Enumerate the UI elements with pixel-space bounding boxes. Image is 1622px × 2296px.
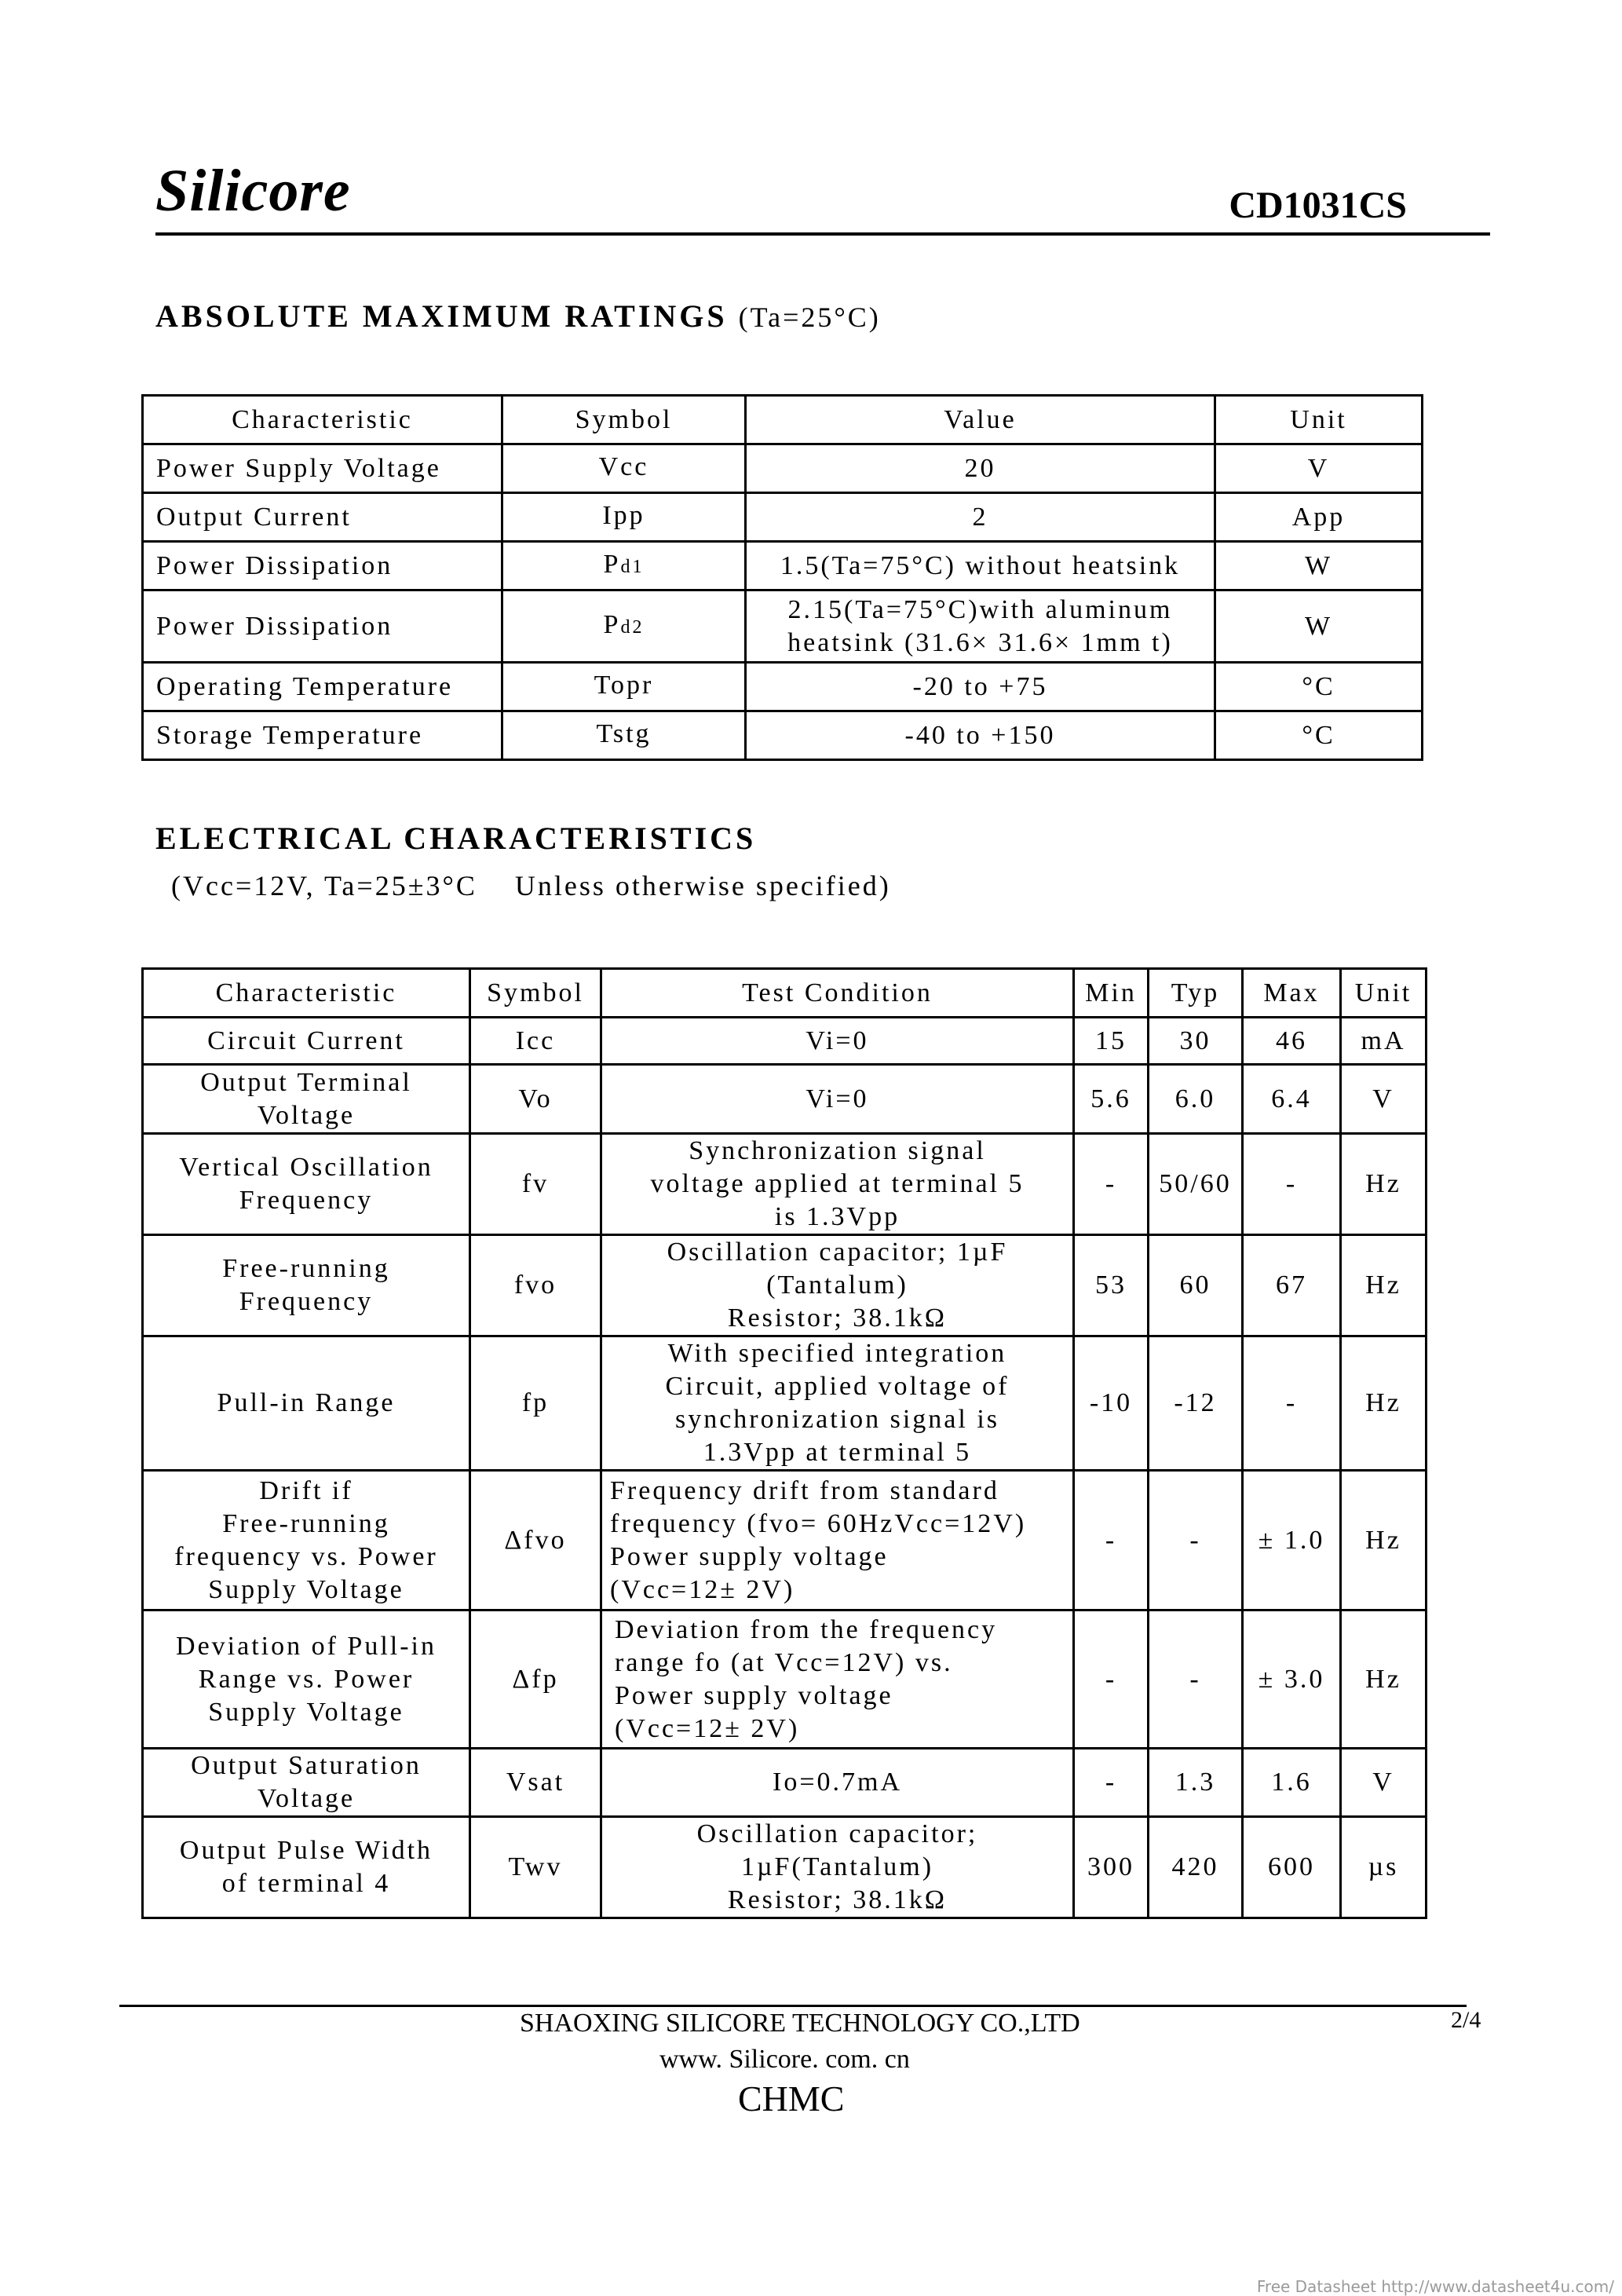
table-row bbox=[143, 711, 1423, 760]
header-cell: Unit bbox=[1341, 969, 1427, 1018]
characteristic-cell: Output Current bbox=[143, 493, 502, 542]
symbol-cell bbox=[502, 444, 746, 493]
unit-cell: V bbox=[1341, 1749, 1427, 1817]
characteristic-cell: Power Dissipation bbox=[143, 590, 502, 663]
table-row bbox=[143, 1610, 1427, 1749]
max-cell: ± 1.0 bbox=[1243, 1471, 1341, 1610]
symbol-text: P bbox=[603, 610, 621, 639]
typ-cell: - bbox=[1149, 1471, 1243, 1610]
header-cell: Max bbox=[1243, 969, 1341, 1018]
value-cell: 20 bbox=[746, 444, 1215, 493]
symbol-cell: fp bbox=[470, 1336, 601, 1471]
max-cell: 600 bbox=[1243, 1817, 1341, 1918]
page-number: 2/4 bbox=[1451, 2007, 1481, 2033]
symbol-cell: fv bbox=[470, 1134, 601, 1235]
typ-cell: 1.3 bbox=[1149, 1749, 1243, 1817]
header-cell: Characteristic bbox=[143, 396, 502, 444]
condition-cell: Io=0.7mA bbox=[601, 1749, 1074, 1817]
footer-mark: CHMC bbox=[738, 2078, 845, 2119]
value-cell: -40 to +150 bbox=[746, 711, 1215, 760]
symbol-cell: Twv bbox=[470, 1817, 601, 1918]
abs-max-condition: (Ta=25°C) bbox=[738, 302, 881, 333]
condition-cell: Oscillation capacitor; 1µF (Tantalum) Resistor; 38.1kΩ bbox=[601, 1235, 1074, 1336]
condition-cell: Deviation from the frequency range fo (at Vcc=12V) vs. Power supply voltage (Vcc=12± 2V) bbox=[601, 1610, 1074, 1749]
symbol-text: Ipp bbox=[602, 501, 645, 530]
unit-cell: °C bbox=[1215, 663, 1423, 711]
characteristic-cell: Power Dissipation bbox=[143, 542, 502, 590]
value-cell: 2 bbox=[746, 493, 1215, 542]
table-row bbox=[143, 590, 1423, 663]
elec-title: ELECTRICAL CHARACTERISTICS bbox=[155, 821, 757, 856]
condition-cell: Frequency drift from standard frequency (fvo= 60HzVcc=12V) Power supply voltage (Vcc=12± 2V) bbox=[601, 1471, 1074, 1610]
unit-cell: Hz bbox=[1341, 1471, 1427, 1610]
unit-cell: mA bbox=[1341, 1018, 1427, 1065]
symbol-subscript: d1 bbox=[620, 557, 645, 577]
header-cell: Symbol bbox=[502, 396, 746, 444]
value-cell: 2.15(Ta=75°C)with aluminum heatsink (31.6× 31.6× 1mm t) bbox=[746, 590, 1215, 663]
unit-cell: Hz bbox=[1341, 1134, 1427, 1235]
max-cell: 6.4 bbox=[1243, 1065, 1341, 1134]
table-row bbox=[143, 493, 1423, 542]
typ-cell: 50/60 bbox=[1149, 1134, 1243, 1235]
header-rule bbox=[155, 232, 1490, 236]
characteristic-cell: Drift if Free-running frequency vs. Power Supply Voltage bbox=[143, 1471, 470, 1610]
max-cell: - bbox=[1243, 1336, 1341, 1471]
part-number: CD1031CS bbox=[1229, 185, 1407, 226]
table-row bbox=[143, 1471, 1427, 1610]
characteristic-cell: Output Terminal Voltage bbox=[143, 1065, 470, 1134]
symbol-cell: fvo bbox=[470, 1235, 601, 1336]
unit-cell: V bbox=[1341, 1065, 1427, 1134]
characteristic-cell: Pull-in Range bbox=[143, 1336, 470, 1471]
typ-cell: 60 bbox=[1149, 1235, 1243, 1336]
typ-cell: 30 bbox=[1149, 1018, 1243, 1065]
table-header-row bbox=[143, 396, 1423, 444]
table-row bbox=[143, 1065, 1427, 1134]
unit-cell: Hz bbox=[1341, 1336, 1427, 1471]
symbol-cell: Vsat bbox=[470, 1749, 601, 1817]
table-row bbox=[143, 1134, 1427, 1235]
table-row bbox=[143, 663, 1423, 711]
header-cell: Typ bbox=[1149, 969, 1243, 1018]
symbol-text: Tstg bbox=[596, 719, 652, 748]
min-cell: 300 bbox=[1074, 1817, 1149, 1918]
table-row bbox=[143, 1018, 1427, 1065]
max-cell: ± 3.0 bbox=[1243, 1610, 1341, 1749]
table-row bbox=[143, 542, 1423, 590]
symbol-cell: Icc bbox=[470, 1018, 601, 1065]
unit-cell: °C bbox=[1215, 711, 1423, 760]
condition-cell: With specified integration Circuit, applied voltage of synchronization signal is 1.3Vpp at terminal 5 bbox=[601, 1336, 1074, 1471]
value-cell: -20 to +75 bbox=[746, 663, 1215, 711]
unit-cell: V bbox=[1215, 444, 1423, 493]
characteristic-cell: Output Pulse Width of terminal 4 bbox=[143, 1817, 470, 1918]
elec-condition: (Vcc=12V, Ta=25±3°C Unless otherwise specified) bbox=[171, 870, 891, 901]
abs-max-title-text: ABSOLUTE MAXIMUM RATINGS bbox=[155, 298, 728, 334]
min-cell: - bbox=[1074, 1610, 1149, 1749]
characteristic-cell: Vertical Oscillation Frequency bbox=[143, 1134, 470, 1235]
abs-max-title bbox=[155, 298, 881, 334]
min-cell: - bbox=[1074, 1134, 1149, 1235]
typ-cell: - bbox=[1149, 1610, 1243, 1749]
value-cell: 1.5(Ta=75°C) without heatsink bbox=[746, 542, 1215, 590]
symbol-text: Topr bbox=[594, 671, 654, 700]
table-row bbox=[143, 1749, 1427, 1817]
typ-cell: 6.0 bbox=[1149, 1065, 1243, 1134]
typ-cell: 420 bbox=[1149, 1817, 1243, 1918]
condition-cell: Vi=0 bbox=[601, 1065, 1074, 1134]
unit-cell: W bbox=[1215, 542, 1423, 590]
symbol-cell bbox=[502, 663, 746, 711]
table-header-row bbox=[143, 969, 1427, 1018]
header-cell: Symbol bbox=[470, 969, 601, 1018]
unit-cell: App bbox=[1215, 493, 1423, 542]
characteristic-cell: Storage Temperature bbox=[143, 711, 502, 760]
max-cell: 46 bbox=[1243, 1018, 1341, 1065]
symbol-cell: Δfp bbox=[470, 1610, 601, 1749]
characteristic-cell: Output Saturation Voltage bbox=[143, 1749, 470, 1817]
unit-cell: Hz bbox=[1341, 1610, 1427, 1749]
min-cell: 53 bbox=[1074, 1235, 1149, 1336]
header-cell: Min bbox=[1074, 969, 1149, 1018]
brand-logo: Silicore bbox=[155, 158, 351, 224]
symbol-cell bbox=[502, 590, 746, 663]
condition-cell: Vi=0 bbox=[601, 1018, 1074, 1065]
symbol-text: Vcc bbox=[598, 452, 649, 481]
unit-cell: Hz bbox=[1341, 1235, 1427, 1336]
symbol-cell: Vo bbox=[470, 1065, 601, 1134]
abs-max-table bbox=[141, 394, 1423, 761]
min-cell: -10 bbox=[1074, 1336, 1149, 1471]
symbol-subscript: d2 bbox=[620, 617, 645, 638]
characteristic-cell: Operating Temperature bbox=[143, 663, 502, 711]
symbol-cell: Δfvo bbox=[470, 1471, 601, 1610]
min-cell: 5.6 bbox=[1074, 1065, 1149, 1134]
table-row bbox=[143, 1235, 1427, 1336]
max-cell: - bbox=[1243, 1134, 1341, 1235]
elec-table bbox=[141, 967, 1427, 1919]
max-cell: 1.6 bbox=[1243, 1749, 1341, 1817]
symbol-text: P bbox=[603, 550, 621, 579]
header-cell: Unit bbox=[1215, 396, 1423, 444]
condition-cell: Synchronization signal voltage applied at terminal 5 is 1.3Vpp bbox=[601, 1134, 1074, 1235]
max-cell: 67 bbox=[1243, 1235, 1341, 1336]
footer-rule bbox=[119, 2005, 1467, 2007]
table-row bbox=[143, 1336, 1427, 1471]
min-cell: - bbox=[1074, 1749, 1149, 1817]
characteristic-cell: Power Supply Voltage bbox=[143, 444, 502, 493]
symbol-cell bbox=[502, 711, 746, 760]
footer-company: SHAOXING SILICORE TECHNOLOGY CO.,LTD bbox=[520, 2009, 1080, 2038]
min-cell: - bbox=[1074, 1471, 1149, 1610]
unit-cell: µs bbox=[1341, 1817, 1427, 1918]
header-cell: Value bbox=[746, 396, 1215, 444]
header-cell: Characteristic bbox=[143, 969, 470, 1018]
condition-cell: Oscillation capacitor; 1µF(Tantalum) Resistor; 38.1kΩ bbox=[601, 1817, 1074, 1918]
characteristic-cell: Free-running Frequency bbox=[143, 1235, 470, 1336]
symbol-cell bbox=[502, 493, 746, 542]
table-row bbox=[143, 444, 1423, 493]
watermark: Free Datasheet http://www.datasheet4u.com/ bbox=[1256, 2277, 1614, 2296]
unit-cell: W bbox=[1215, 590, 1423, 663]
table-row bbox=[143, 1817, 1427, 1918]
characteristic-cell: Circuit Current bbox=[143, 1018, 470, 1065]
typ-cell: -12 bbox=[1149, 1336, 1243, 1471]
symbol-cell bbox=[502, 542, 746, 590]
footer-website: www. Silicore. com. cn bbox=[659, 2045, 910, 2074]
header-cell: Test Condition bbox=[601, 969, 1074, 1018]
characteristic-cell: Deviation of Pull-in Range vs. Power Supply Voltage bbox=[143, 1610, 470, 1749]
min-cell: 15 bbox=[1074, 1018, 1149, 1065]
